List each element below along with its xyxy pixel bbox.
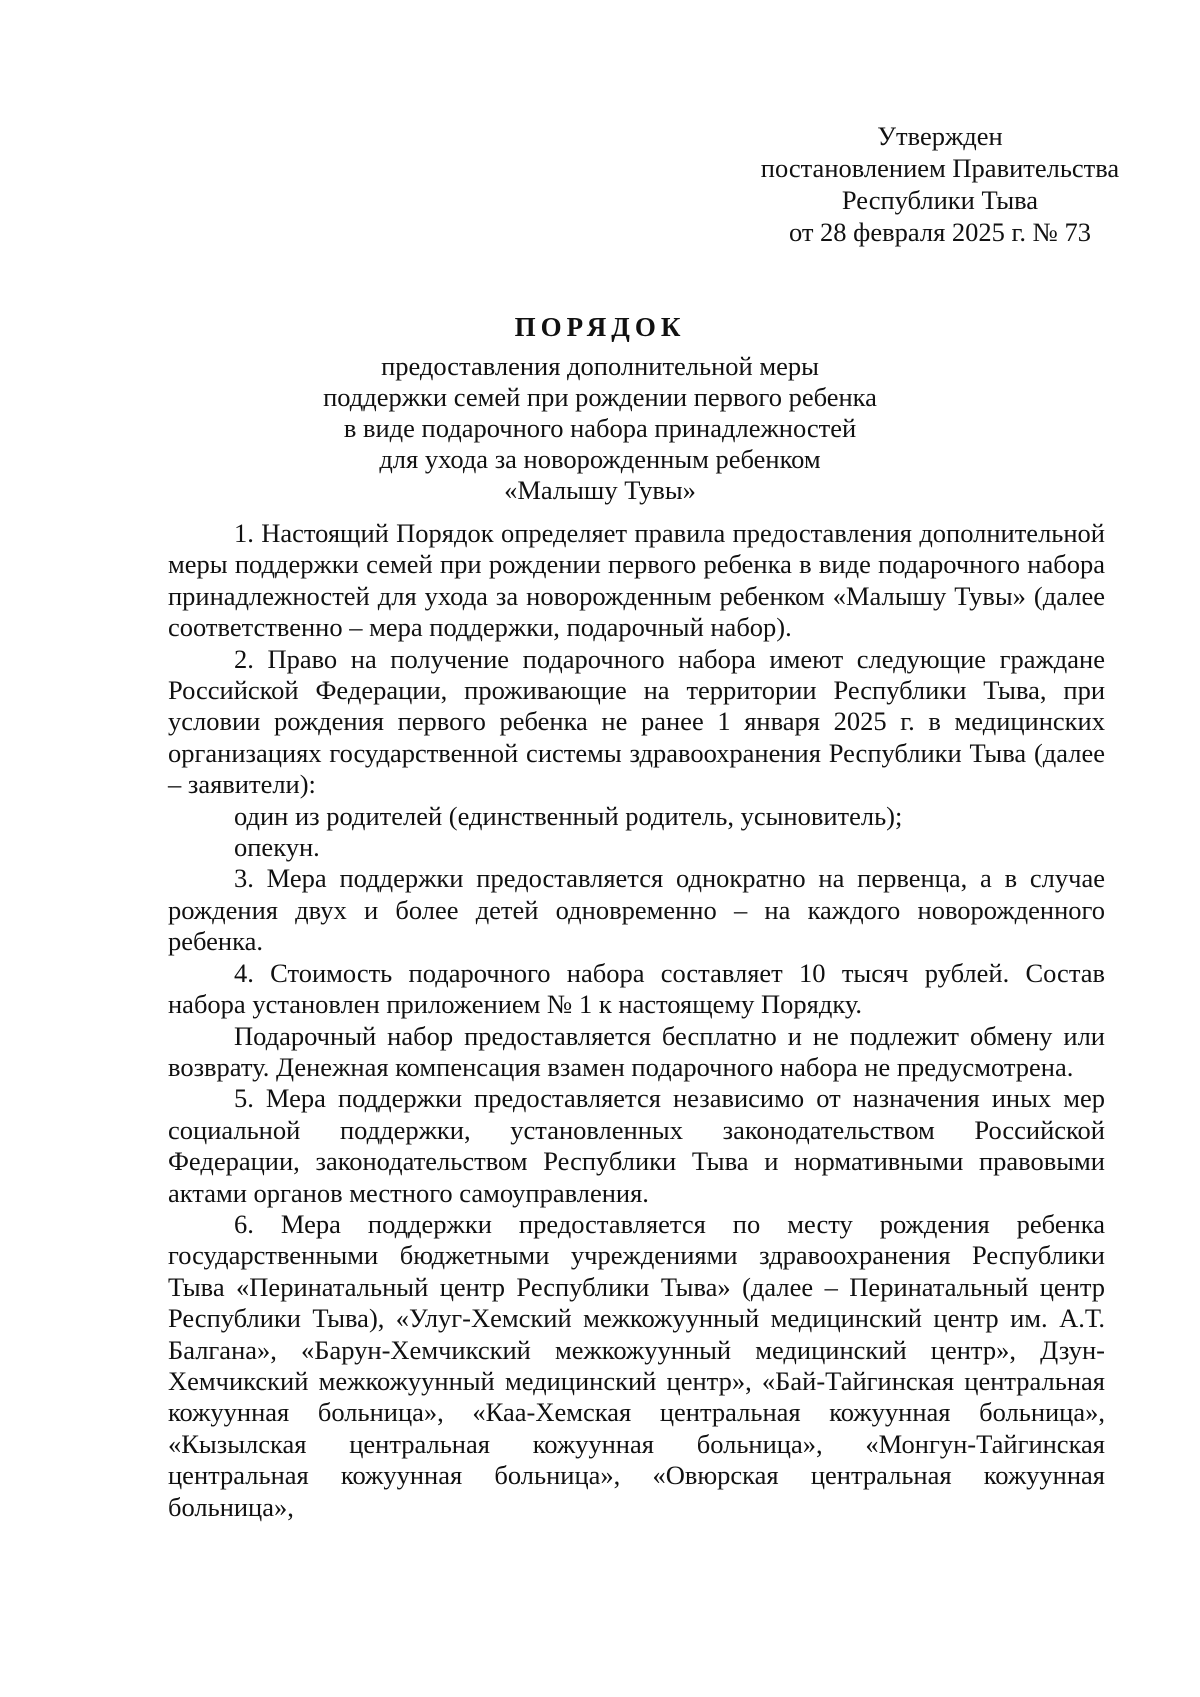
paragraph: 3. Мера поддержки предоставляется однократно на первенца, а в случае рождения двух и более детей одновременно – на каждого новорожденного ребенка. bbox=[168, 863, 1105, 957]
paragraph: 6. Мера поддержки предоставляется по месту рождения ребенка государственными бюджетными учреждениями здравоохранения Республики Тыва «Перинатальный центр Республики Тыва» (далее – Перинатальный центр Республики Тыва), «Улуг-Хемский межкожуунный медицинский центр им. А.Т. Балгана», «Барун-Хемчикский межкожуунный медицинский центр», Дзун-Хемчикский межкожуунный медицинский центр», «Бай-Тайгинская центральная кожуунная больница», «Каа-Хемская центральная кожуунная больница», «Кызылская центральная кожуунная больница», «Монгун-Тайгинская центральная кожуунная больница», «Овюрская центральная кожуунная больница», bbox=[168, 1208, 1105, 1522]
paragraph: один из родителей (единственный родитель, усыновитель); bbox=[234, 800, 903, 831]
paragraph: 1. Настоящий Порядок определяет правила предоставления дополнительной меры поддержки семей при рождении первого ребенка в виде подарочного набора принадлежностей для ухода за новорожденным ребенком «Малышу Тувы» (далее соответственно – мера поддержки, подарочный набор). bbox=[168, 518, 1105, 643]
paragraph: Подарочный набор предоставляется бесплатно и не подлежит обмену или возврату. Денежная компенсация взамен подарочного набора не предусмотрена. bbox=[168, 1020, 1105, 1082]
document-body bbox=[168, 518, 1105, 1523]
paragraph: 5. Мера поддержки предоставляется независимо от назначения иных мер социальной поддержки, установленных законодательством Российской Федерации, законодательством Республики Тыва и нормативными правовыми актами органов местного самоуправления. bbox=[168, 1083, 1105, 1208]
title-line: предоставления дополнительной меры bbox=[381, 351, 819, 381]
title-line: для ухода за новорожденным ребенком bbox=[379, 444, 821, 474]
title-line: поддержки семей при рождении первого ребенка bbox=[323, 382, 877, 412]
approval-line: Республики Тыва bbox=[841, 185, 1039, 215]
paragraph: опекун. bbox=[234, 832, 320, 863]
paragraph: 2. Право на получение подарочного набора имеют следующие граждане Российской Федерации, проживающие на территории Республики Тыва, при условии рождения первого ребенка не ранее 1 января 2025 г. в медицинских организациях государственной системы здравоохранения Республики Тыва (далее – заявители): bbox=[168, 643, 1105, 800]
title-line: «Малышу Тувы» bbox=[504, 475, 696, 505]
paragraph: 4. Стоимость подарочного набора составляет 10 тысяч рублей. Состав набора установлен приложением № 1 к настоящему Порядку. bbox=[168, 957, 1105, 1020]
approval-line: Утвержден bbox=[877, 121, 1003, 151]
approval-line: от 28 февраля 2025 г. № 73 bbox=[788, 217, 1092, 247]
title-heading: ПОРЯДОК bbox=[514, 312, 686, 342]
title-line: в виде подарочного набора принадлежностей bbox=[343, 413, 857, 443]
document-title bbox=[220, 312, 980, 506]
approval-stamp bbox=[720, 120, 1160, 248]
approval-line: постановлением Правительства bbox=[760, 153, 1120, 183]
